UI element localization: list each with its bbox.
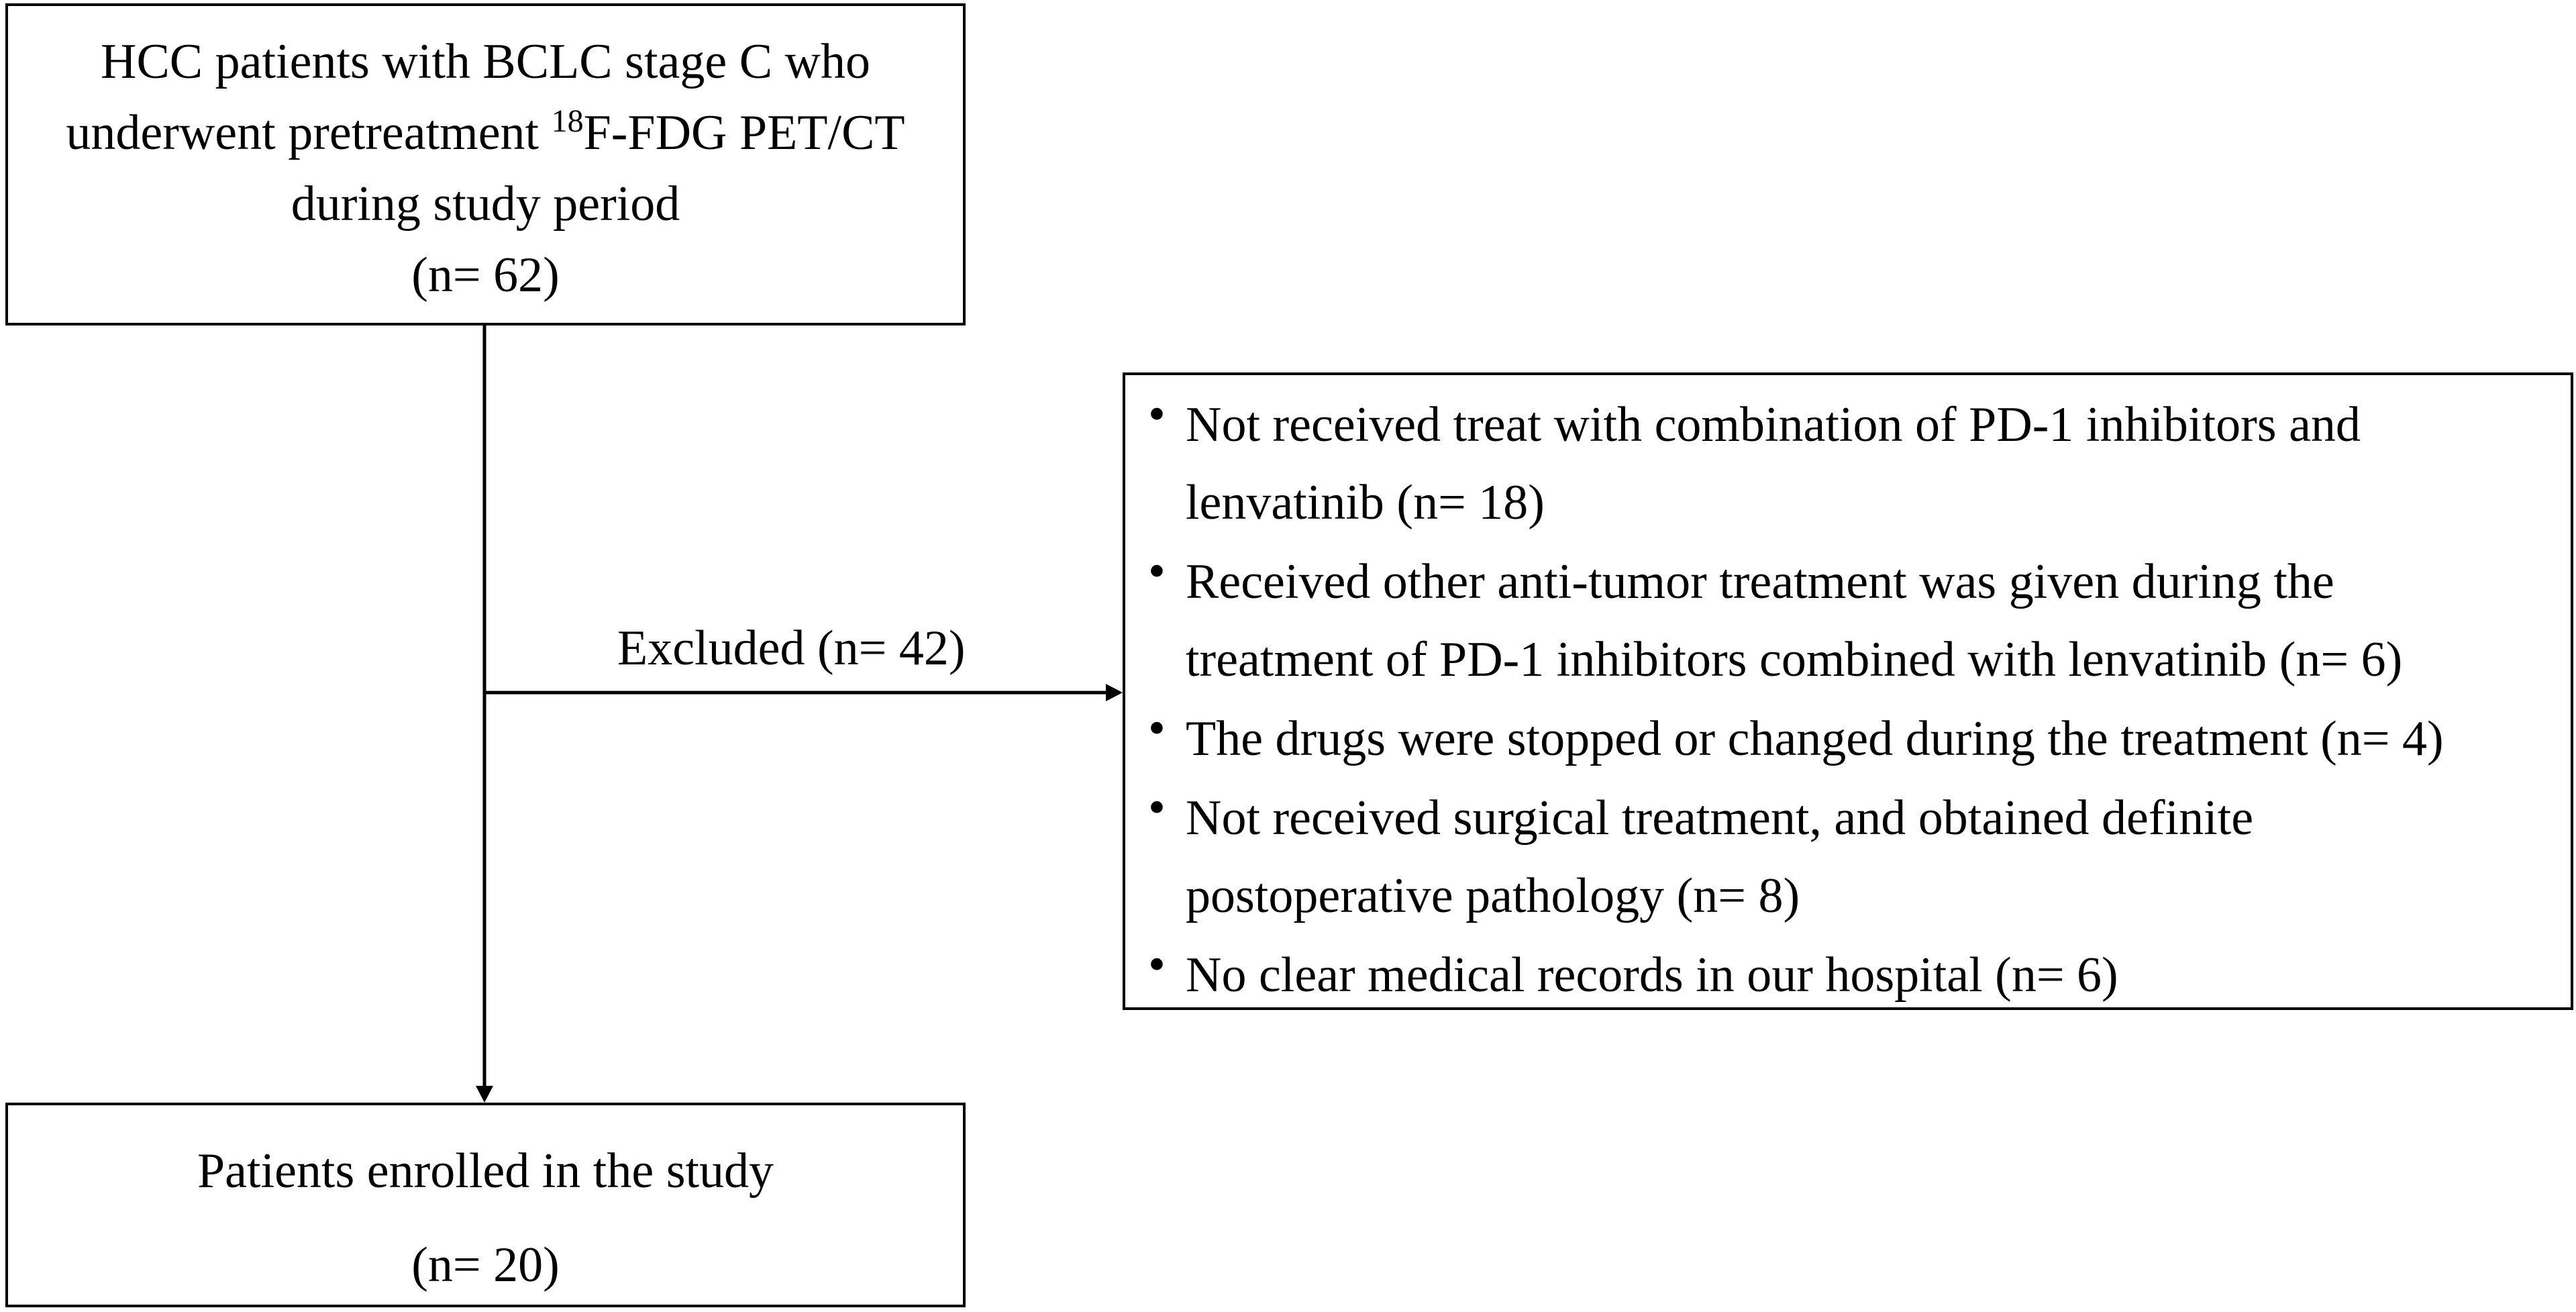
excluded-label: Excluded (n= 42) [617,621,966,676]
exclusion-item-1-line-2: lenvatinib (n= 18) [1186,475,1545,530]
exclusion-item-2-line-2: treatment of PD-1 inhibitors combined with lenvatinib (n= 6) [1186,632,2403,687]
down-arrowhead [476,1086,493,1103]
bullet: • [1148,544,1166,599]
exclusion-item-5-line-1: No clear medical records in our hospital (n= 6) [1186,948,2118,1003]
isotope-superscript: 18 [551,103,584,139]
bullet: • [1148,387,1166,442]
screened-patients-box [5,3,966,325]
exclusion-item-3-line-1: The drugs were stopped or changed during the treatment (n= 4) [1186,711,2444,766]
exclusion-criteria-box [1123,372,2573,1010]
exclusion-item-1-line-1: Not received treat with combination of PD-1 inhibitors and [1186,397,2361,452]
bullet: • [1148,780,1166,835]
right-arrowhead [1106,684,1123,701]
top-box-line-2-post: F-FDG PET/CT [583,105,905,160]
enrolled-patients-box [5,1103,966,1307]
exclusion-item-4-line-2: postoperative pathology (n= 8) [1186,868,1800,923]
top-box-line-2 [8,97,963,168]
top-box-line-1: HCC patients with BCLC stage C who [101,34,870,89]
bullet: • [1148,701,1166,756]
bottom-box-count: (n= 20) [411,1238,560,1293]
bullet: • [1148,937,1166,992]
top-box-line-3: during study period [291,176,680,232]
bottom-box-title: Patients enrolled in the study [197,1144,774,1199]
top-box-line-2-pre: underwent pretreatment [66,105,552,160]
exclusion-item-2-line-1: Received other anti-tumor treatment was given during the [1186,554,2334,609]
top-box-count: (n= 62) [411,248,560,303]
exclusion-item-4-line-1: Not received surgical treatment, and obtained definite [1186,791,2254,846]
